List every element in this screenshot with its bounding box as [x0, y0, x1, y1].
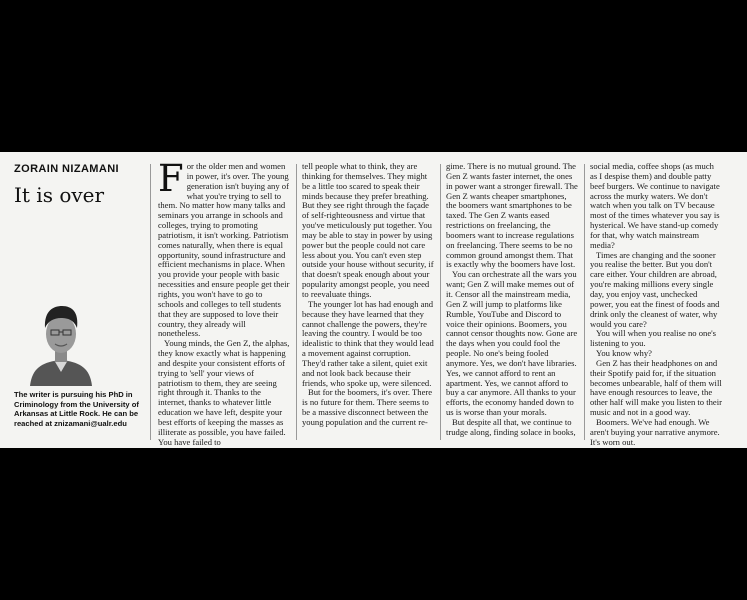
article-column-1 [158, 157, 290, 447]
column-rule [584, 164, 585, 440]
author-bio: The writer is pursuing his PhD in Criminology from the University of Arkansas at Little Rock. He can be reached at znizamani@ualr.edu [14, 390, 139, 428]
paragraph: You know why? [596, 348, 652, 359]
paragraph-text: or the older men and women in power, it's over. The young generation isn't buying any of what you're trying to sell to them. No matter how many talks and seminars you arrange in schools and colleges, trying to promoting patriotism, it isn't working. Patriotism comes naturally, when there is equal opportunity, sound infrastructure and efficient mechanisms in place. When you provide your people with basic necessities and ensure people get their rights, you won't have to go to schools and colleges to tell students that they are supposed to love their country, they already will nonetheless. [158, 161, 290, 339]
paragraph: Times are changing and the sooner you realise the better. But you don't care either. Your children are abroad, you're making millions every single day, you enjoy vast, unchecked power, you eat the finest of foods and drink only the cleanest of water, why would you care? [590, 249, 720, 329]
author-photo [28, 294, 94, 386]
paragraph: Boomers. We've had enough. We aren't buying your narrative anymore. It's worn out. [590, 416, 720, 447]
column-rule [296, 164, 297, 440]
article-column-3 [446, 162, 578, 438]
paragraph [158, 157, 290, 339]
paragraph: gime. There is no mutual ground. The Gen Z wants faster internet, the ones in power want a stronger firewall. The Gen Z wants cheaper smartphones, the boomers want smartphones to be taxed. The Gen Z wants eased restrictions on freelancing, the boomers want to increase regulations on freelancing. There seems to be no common ground amongst them. That is exactly why the boomers have lost. [446, 161, 578, 270]
paragraph: Gen Z has their headphones on and their Spotify paid for, if the situation becomes unbearable, half of them will have enough resources to leave, the other half will make you listen to their music and not in a good way. [590, 357, 722, 418]
paragraph: You can orchestrate all the wars you want; Gen Z will make memes out of it. Censor all the mainstream media, Gen Z will jump to platforms like Rumble, YouTube and Discord to voice their opinions. Boomers, you cannot censor thoughts now. Gone are the days when you could fool the people. No one's being fooled anymore. Yes, we don't have libraries. Yes, we cannot afford to rent an apartment. Yes, we cannot afford to buy a car anymore. All thanks to your efforts, the economy handed down to us is worse than your morals. [446, 269, 578, 418]
newspaper-clipping [0, 152, 747, 448]
column-rule [150, 164, 151, 440]
paragraph: The younger lot has had enough and because they have learned that they cannot challenge the powers, they're leaving the country. I would be too idealistic to think that they would lead a movement against corruption. They'd rather take a silent, quiet exit and not look back because their friends, who spoke up, were silenced. [302, 298, 434, 388]
paragraph: social media, coffee shops (as much as I despise them) and double patty beef burgers. We continue to navigate across the murky waters. We don't watch when you talk on TV because most of the times whatever you say is hysterical. We have stand-up comedy for that, why watch mainstream media? [590, 161, 720, 250]
paragraph: But despite all that, we continue to trudge along, finding solace in books, [446, 416, 576, 437]
paragraph: tell people what to think, they are thinking for themselves. They might be a little too scared to speak their minds because they prefer breathing. But they see right through the façade of self-righteousness and virtue that you've meticulously put together. You may be able to stay in power by using power but the people could not care less about you. You can't even step outside your house without security, if that doesn't speak enough about your popularity amongst people, you need to reevaluate things. [302, 161, 434, 299]
paragraph: Young minds, the Gen Z, the alphas, they know exactly what is happening and despite your consistent efforts of trying to 'sell' your views of patriotism to them, they are seeing right through it. Thanks to the internet, thanks to whatever little education we have left, despite your best efforts of keeping the masses as illiterate as possible, you have failed. You have failed to [158, 338, 290, 447]
author-name: ZORAIN NIZAMANI [14, 163, 119, 175]
column-rule [440, 164, 441, 440]
byline-sidebar [14, 162, 144, 444]
article-column-2 [302, 162, 434, 428]
paragraph: But for the boomers, it's over. There is no future for them. There seems to be a massive disconnect between the young population and the current re- [302, 387, 433, 427]
headline: It is over [14, 183, 105, 207]
paragraph: You will when you realise no one's listening to you. [590, 328, 717, 349]
article-column-4 [590, 162, 722, 447]
drop-cap: F [158, 157, 184, 200]
